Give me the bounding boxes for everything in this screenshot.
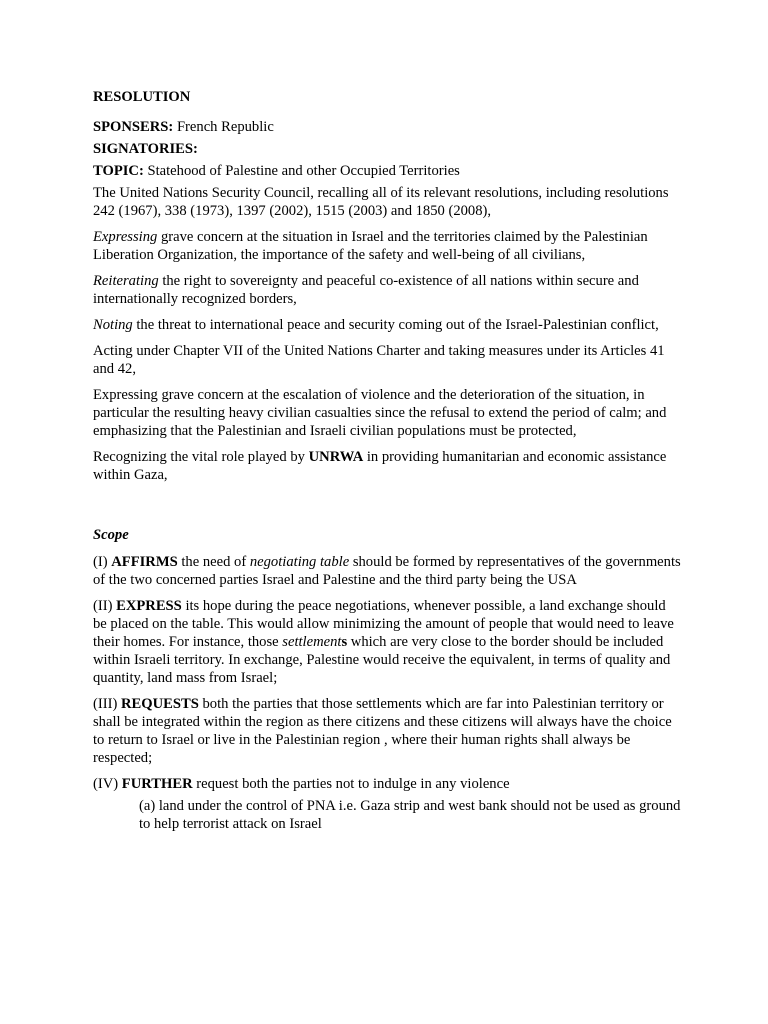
clause-affirms-italic: negotiating table [249,554,350,570]
clause-requests-verb: REQUESTS [120,696,199,712]
clause-express-rest: which are very close to the border should be included within Israeli territory. In exchange, Palestine would receive the equivalent, in terms of quality and quantity, land mass from Israel; [93,634,671,686]
unrwa-text: UNRWA [308,449,364,465]
clause-express-verb: EXPRESS [116,598,182,614]
clause-affirms-verb: AFFIRMS [111,554,178,570]
preamble-noting [93,316,683,334]
sponsers-value: French Republic [173,119,274,135]
preamble-expressing-text: grave concern at the situation in Israel and the territories claimed by the Palestinian Liberation Organization, the importance of the safety and well-being of all civilians, [93,229,648,263]
preamble-recognizing-pre: Recognizing the vital role played by [93,449,309,465]
signatories-label: SIGNATORIES: [93,141,198,157]
clause-affirms-text: should be formed by representatives of the governments of the two concerned parties Israel and Palestine and the third party being the USA [93,554,681,588]
preamble-noting-lead: Noting [93,317,133,333]
scope-heading: Scope [93,527,129,543]
preamble-expressing-lead: Expressing [93,229,158,245]
clause-further [93,775,683,793]
clause-express-text: its hope during the peace negotiations, whenever possible, a land exchange should be placed on the table. This would allow minimizing the amount of people that would need to leave their homes. For instance, those [93,598,674,650]
clause-further-sub-a: (a) land under the control of PNA i.e. Gaza strip and west bank should not be used as ground to help terrorist attack on Israel [139,798,681,832]
preamble-noting-text: the threat to international peace and security coming out of the Israel-Palestinian conflict, [132,317,659,333]
topic-value: Statehood of Palestine and other Occupied Territories [143,163,460,179]
clause-affirms-num: (I) [93,554,112,570]
resolution-heading: RESOLUTION [93,89,191,105]
topic-label: TOPIC: [93,163,144,179]
clause-express [93,597,683,687]
clause-further-num: (IV) [93,776,122,792]
clause-further-text: request both the parties not to indulge in any violence [192,776,510,792]
sponsers-label: SPONSERS: [93,119,174,135]
topic-line [93,162,683,180]
document-page [93,88,683,833]
preamble-reiterating-lead: Reiterating [93,273,159,289]
preamble-expressing [93,228,683,264]
preamble-reiterating [93,272,683,308]
clause-requests [93,695,683,767]
clause-further-verb: FURTHER [121,776,193,792]
clause-express-bold-s: s [341,634,348,650]
intro-paragraph: The United Nations Security Council, recalling all of its relevant resolutions, including resolutions 242 (1967), 338 (1973), 1397 (2002), 1515 (2003) and 1850 (2008), [93,185,669,219]
preamble-acting: Acting under Chapter VII of the United Nations Charter and taking measures under its Articles 41 and 42, [93,343,665,377]
preamble-recognizing [93,448,683,484]
preamble-recognizing-post: in providing humanitarian and economic assistance within Gaza, [93,449,667,483]
clause-express-num: (II) [93,598,117,614]
clause-requests-num: (III) [93,696,121,712]
signatories-line [93,140,683,158]
clause-requests-text: both the parties that those settlements which are far into Palestinian territory or shall be integrated within the region as there citizens and these citizens will always have the choice to return to Israel or live in the Palestinian region , where their human rights shall always be respected; [93,696,672,766]
clause-affirms [93,553,683,589]
preamble-escalation: Expressing grave concern at the escalation of violence and the deterioration of the situation, in particular the resulting heavy civilian casualties since the refusal to extend the period of calm; and emphasizing that the Palestinian and Israeli civilian populations must be protected, [93,387,667,439]
sponsers-line [93,118,683,136]
clause-express-italic: settlement [282,634,342,650]
preamble-reiterating-text: the right to sovereignty and peaceful co-existence of all nations within secure and internationally recognized borders, [93,273,639,307]
clause-affirms-mid: the need of [177,554,250,570]
